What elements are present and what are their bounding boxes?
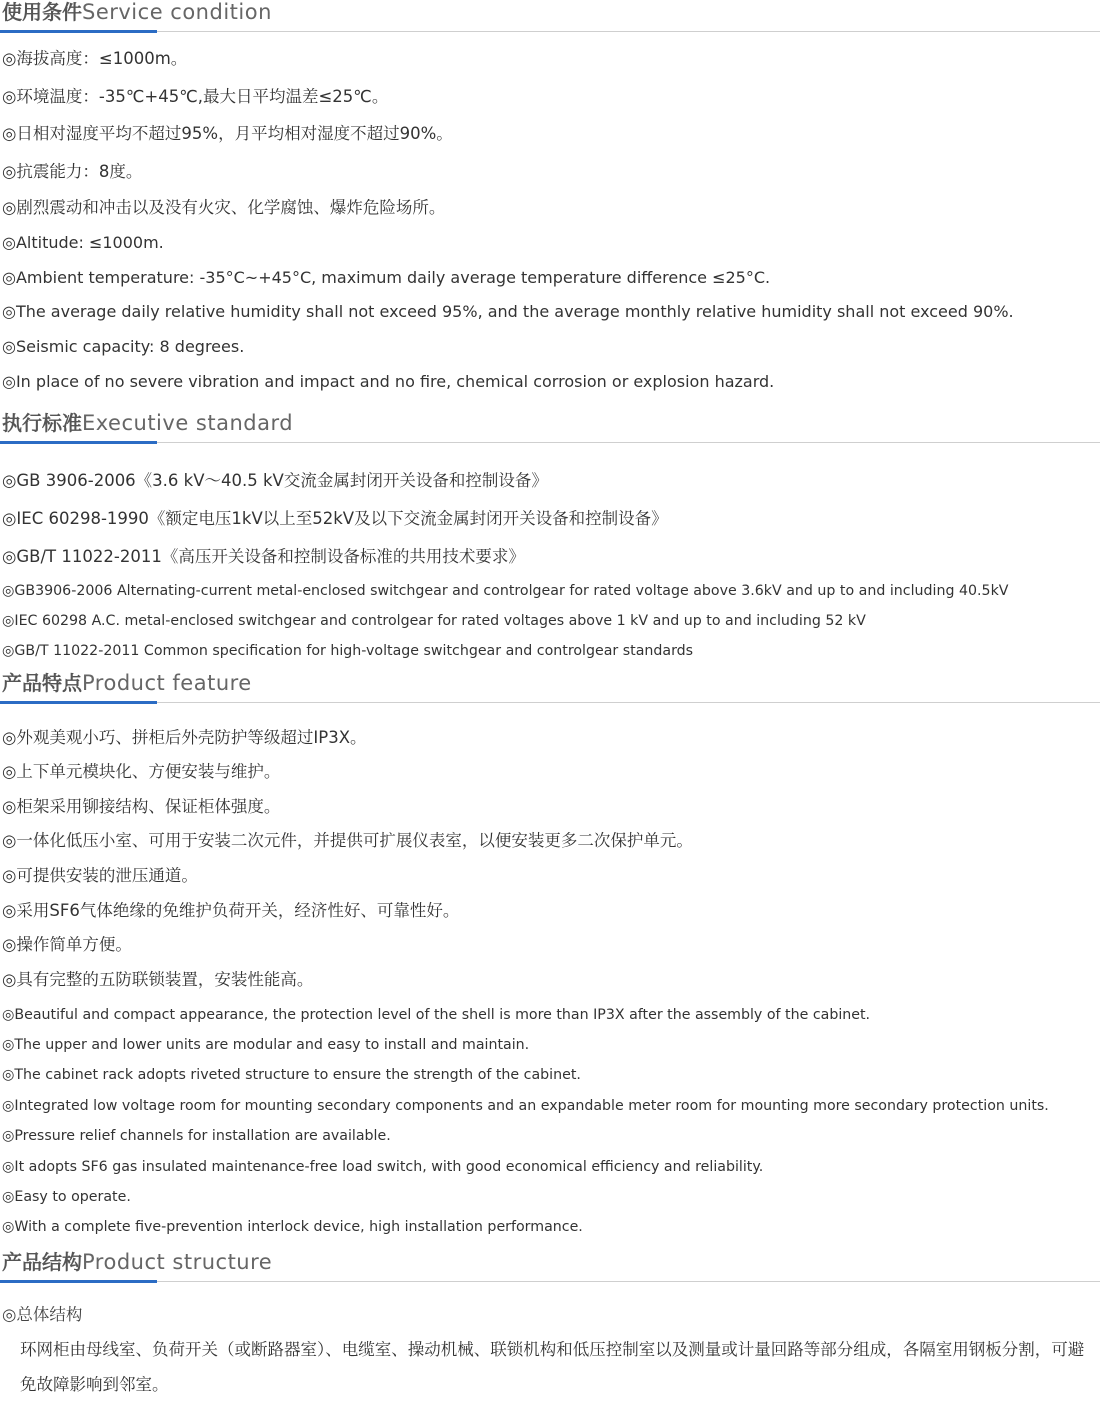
list-item: ◎IEC 60298-1990《额定电压1kV以上至52kV及以下交流金属封闭开关设备和控制设备》: [2, 509, 668, 528]
list-item: ◎采用SF6气体绝缘的免维护负荷开关，经济性好、可靠性好。: [2, 901, 460, 920]
list-item: ◎In place of no severe vibration and impact and no fire, chemical corrosion or explosion hazard.: [2, 372, 775, 391]
list-item: ◎柜架采用铆接结构、保证柜体强度。: [2, 797, 281, 816]
list-item: ◎Seismic capacity: 8 degrees.: [2, 337, 245, 356]
section-divider: [0, 31, 1100, 32]
list-item: ◎一体化低压小室、可用于安装二次元件，并提供可扩展仪表室，以便安装更多二次保护单元。: [2, 831, 693, 850]
section-divider: [0, 442, 1100, 443]
section-title-cn: 使用条件: [2, 0, 82, 24]
structure-paragraph: 环网柜由母线室、负荷开关（或断路器室）、电缆室、操动机械、联锁机构和低压控制室以及测量或计量回路等部分组成，各隔室用钢板分割，可避免故障影响到邻室。: [20, 1340, 1085, 1394]
list-item: ◎日相对湿度平均不超过95%，月平均相对湿度不超过90%。: [2, 124, 453, 143]
list-item: ◎外观美观小巧、拼柜后外壳防护等级超过IP3X。: [2, 728, 367, 747]
list-item: ◎总体结构: [2, 1305, 83, 1324]
list-item: ◎GB3906-2006 Alternating-current metal-enclosed switchgear and controlgear for rated voltage above 3.6kV and up to and including 40.5kV: [2, 583, 1009, 599]
section-title-en: Service condition: [82, 0, 272, 24]
list-item: ◎The cabinet rack adopts riveted structure to ensure the strength of the cabinet.: [2, 1067, 581, 1083]
list-item: ◎可提供安装的泄压通道。: [2, 866, 198, 885]
section-divider: [0, 1281, 1100, 1282]
section-title-en: Executive standard: [82, 411, 294, 435]
section-header-executive-standard: [0, 411, 1100, 447]
section-title-en: Product feature: [82, 671, 252, 695]
list-item: ◎海拔高度：≤1000m。: [2, 49, 188, 68]
section-header-service-condition: [0, 0, 1100, 36]
section-title-cn: 执行标准: [2, 411, 82, 435]
section-title-en: Product structure: [82, 1250, 273, 1274]
list-item: ◎具有完整的五防联锁装置，安装性能高。: [2, 970, 314, 989]
section-accent-bar: [0, 1280, 157, 1283]
list-item: ◎GB/T 11022-2011《高压开关设备和控制设备标准的共用技术要求》: [2, 547, 525, 566]
list-item: ◎It adopts SF6 gas insulated maintenance-free load switch, with good economical efficiency and reliability.: [2, 1159, 764, 1175]
section-accent-bar: [0, 701, 157, 704]
list-item: ◎环境温度：-35℃+45℃,最大日平均温差≤25℃。: [2, 87, 389, 106]
section-title-cn: 产品结构: [2, 1250, 82, 1274]
list-item: ◎剧烈震动和冲击以及没有火灾、化学腐蚀、爆炸危险场所。: [2, 198, 446, 217]
list-item: ◎Pressure relief channels for installation are available.: [2, 1128, 391, 1144]
list-item: ◎Altitude: ≤1000m.: [2, 233, 164, 252]
list-item: ◎Beautiful and compact appearance, the protection level of the shell is more than IP3X after the assembly of the cabinet.: [2, 1007, 871, 1023]
list-item: ◎抗震能力：8度。: [2, 162, 143, 181]
list-item: ◎The average daily relative humidity shall not exceed 95%, and the average monthly relative humidity shall not exceed 90%.: [2, 302, 1014, 321]
section-title-cn: 产品特点: [2, 671, 82, 695]
section-accent-bar: [0, 30, 157, 33]
list-item: ◎The upper and lower units are modular and easy to install and maintain.: [2, 1037, 530, 1053]
list-item: ◎Easy to operate.: [2, 1189, 131, 1205]
section-accent-bar: [0, 441, 157, 444]
list-item: ◎操作简单方便。: [2, 935, 132, 954]
list-item: ◎上下单元模块化、方便安装与维护。: [2, 762, 281, 781]
section-header-product-structure: [0, 1250, 1100, 1286]
list-item: ◎Integrated low voltage room for mounting secondary components and an expandable meter room for mounting more secondary protection units.: [2, 1098, 1049, 1114]
section-header-product-feature: [0, 671, 1100, 707]
list-item: ◎With a complete five-prevention interlock device, high installation performance.: [2, 1219, 583, 1235]
list-item: ◎IEC 60298 A.C. metal-enclosed switchgear and controlgear for rated voltages above 1 kV and up to and including 52 kV: [2, 613, 866, 629]
list-item: ◎Ambient temperature: -35°C~+45°C, maximum daily average temperature difference ≤25°C.: [2, 268, 771, 287]
list-item: ◎GB 3906-2006《3.6 kV～40.5 kV交流金属封闭开关设备和控制设备》: [2, 471, 548, 490]
section-divider: [0, 702, 1100, 703]
list-item: ◎GB/T 11022-2011 Common specification for high-voltage switchgear and controlgear standards: [2, 643, 694, 659]
